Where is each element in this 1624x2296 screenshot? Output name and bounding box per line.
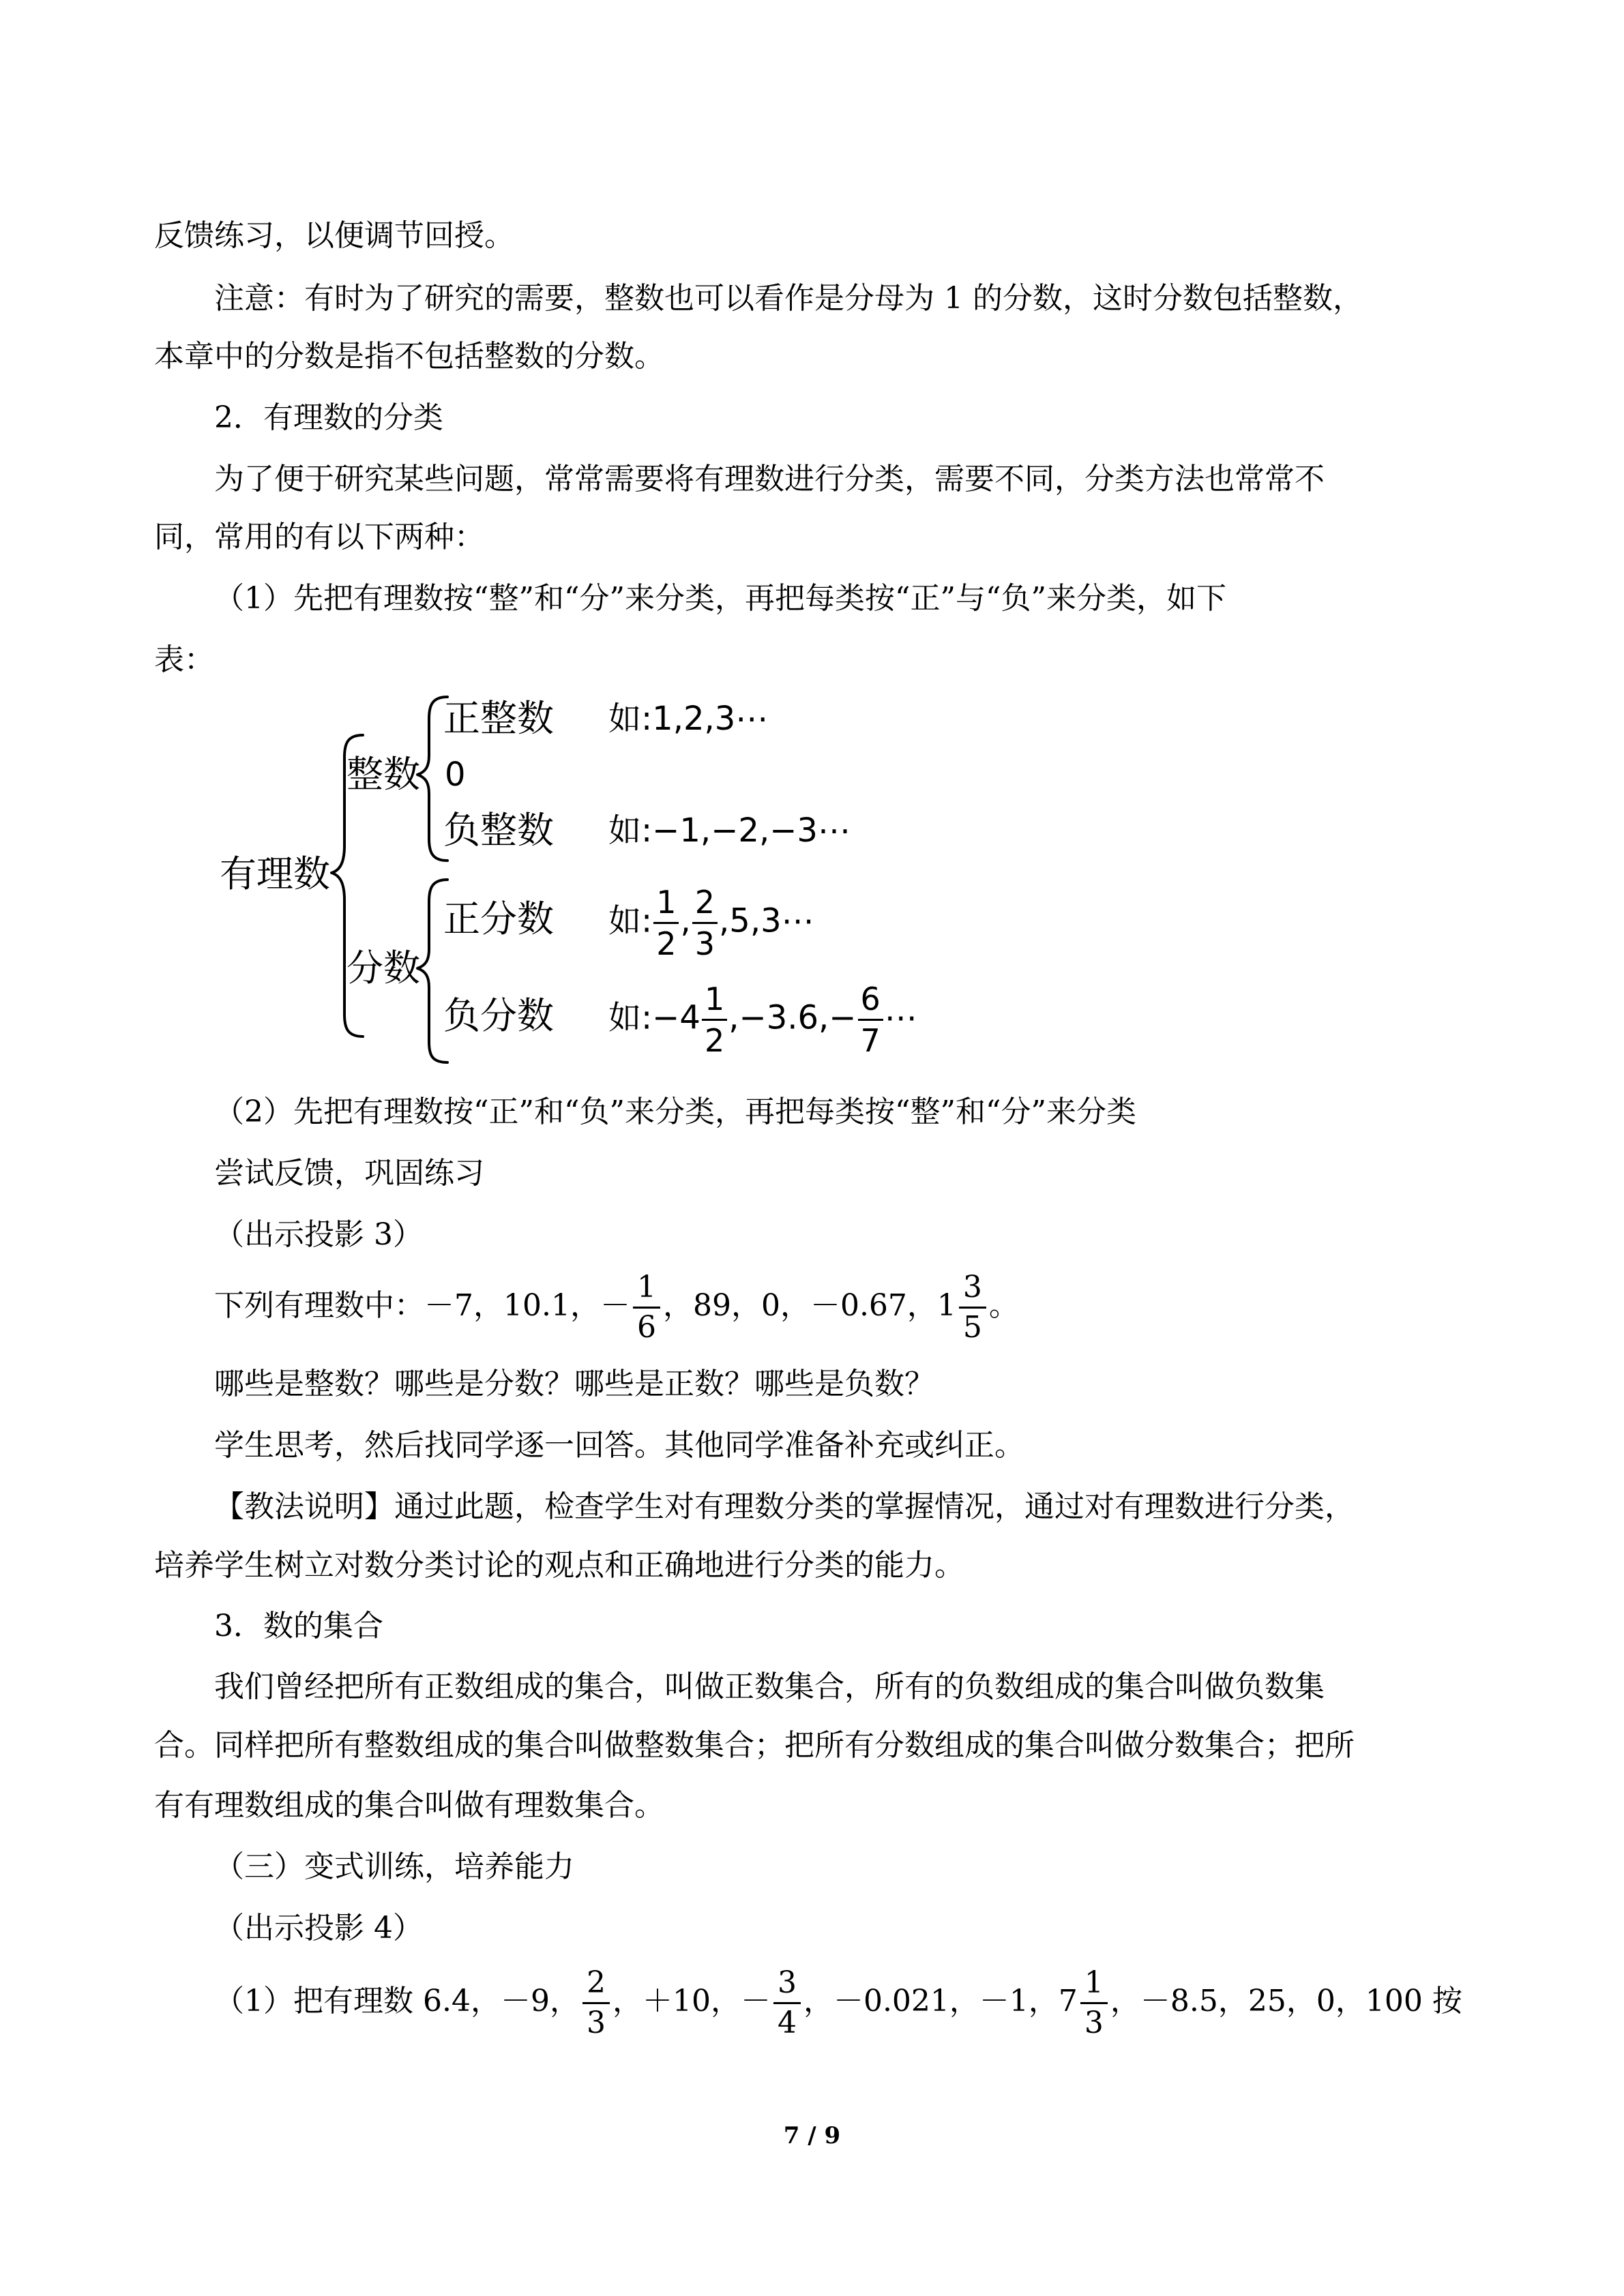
numerator: 2 [582, 1968, 610, 2004]
numerator: 1 [1080, 1968, 1108, 2004]
denominator: 4 [777, 2006, 797, 2040]
tree-integers-label: 整数 [346, 753, 420, 796]
exercise-part-a: （1）把有理数 6.4，－9， [214, 1984, 580, 2018]
numbers-middle: ，89，0，－0.67，1 [662, 1288, 956, 1323]
text-line-8: 表： [154, 642, 214, 677]
fraction-three-quarters [773, 1965, 801, 2040]
text-line-6: 同，常用的有以下两种： [154, 520, 484, 554]
text-line-22: （出示投影 4） [214, 1911, 423, 1945]
text-line-16: 培养学生树立对数分类讨论的观点和正确地进行分类的能力。 [154, 1548, 964, 1583]
numerator: 1 [633, 1272, 660, 1309]
denominator: 2 [656, 925, 677, 962]
denominator: 3 [586, 2006, 606, 2040]
numerator: 1 [653, 886, 679, 924]
tree-example-negative-fraction [608, 981, 917, 1059]
text-line-3: 本章中的分数是指不包括整数的分数。 [154, 339, 664, 374]
text-line-1: 反馈练习，以便调节回授。 [154, 218, 514, 253]
denominator: 6 [636, 1310, 656, 1345]
numerator: 3 [959, 1272, 986, 1309]
text-line-9: （2）先把有理数按“正”和“负”来分类，再把每类按“整”和“分”来分类 [214, 1094, 1136, 1129]
text-line-11: （出示投影 3） [214, 1217, 423, 1252]
section-heading-variant-training: （三）变式训练，培养能力 [214, 1849, 574, 1884]
text-line-20: 有有理数组成的集合叫做有理数集合。 [154, 1788, 664, 1823]
example-prefix: 如:−4 [608, 998, 700, 1037]
text-line-10: 尝试反馈，巩固练习 [214, 1156, 484, 1191]
fraction-six-sevenths [858, 981, 883, 1059]
numerator: 6 [858, 983, 883, 1021]
numerator: 2 [692, 886, 718, 924]
example-suffix: ,5,3⋯ [719, 901, 814, 940]
tree-example-positive-integer: 如:1,2,3⋯ [608, 700, 769, 738]
example-suffix: ⋯ [884, 998, 917, 1037]
numbers-end: 。 [988, 1288, 1019, 1323]
fraction-one-half [653, 884, 679, 962]
example-middle: ,−3.6,− [728, 998, 857, 1037]
separator: , [680, 901, 691, 940]
denominator: 2 [704, 1022, 725, 1059]
denominator: 7 [860, 1022, 881, 1059]
section-heading-number-sets: 3．数的集合 [214, 1609, 383, 1643]
fraction-two-thirds [692, 884, 718, 962]
section-heading-classification: 2．有理数的分类 [214, 400, 443, 435]
text-line-15: 【教法说明】通过此题，检查学生对有理数分类的掌握情况，通过对有理数进行分类， [214, 1489, 1355, 1524]
tree-zero: 0 [445, 756, 466, 794]
tree-positive-fraction: 正分数 [443, 897, 554, 940]
tree-root-label: 有理数 [220, 852, 330, 895]
text-line-18: 我们曾经把所有正数组成的集合，叫做正数集合，所有的负数组成的集合叫做负数集 [214, 1669, 1325, 1704]
tree-fractions-label: 分数 [346, 946, 420, 989]
text-line-5: 为了便于研究某些问题，常常需要将有理数进行分类，需要不同，分类方法也常常不 [214, 462, 1325, 496]
denominator: 3 [1084, 2006, 1104, 2040]
tree-example-negative-integer: 如:−1,−2,−3⋯ [608, 811, 851, 850]
fraction-one-third [1080, 1965, 1108, 2040]
exercise-part-b: ，＋10，－ [612, 1984, 771, 2018]
text-line-12-numbers [214, 1268, 1019, 1343]
fraction-two-thirds [582, 1965, 610, 2040]
exercise-part-c: ，－0.021，－1，7 [803, 1984, 1078, 2018]
numerator: 3 [773, 1968, 801, 2004]
fraction-one-half [702, 981, 727, 1059]
numbers-prefix: 下列有理数中：－7，10.1，－ [214, 1288, 630, 1323]
example-prefix: 如: [608, 901, 653, 940]
text-line-19: 合。同样把所有整数组成的集合叫做整数集合；把所有分数组成的集合叫做分数集合；把所 [154, 1728, 1355, 1763]
text-line-23-exercise [214, 1964, 1462, 2039]
text-line-13: 哪些是整数？哪些是分数？哪些是正数？哪些是负数？ [214, 1367, 934, 1401]
tree-negative-fraction: 负分数 [443, 994, 554, 1037]
fraction-three-fifths [959, 1272, 986, 1343]
fraction-one-sixth [633, 1272, 660, 1343]
text-line-2: 注意：有时为了研究的需要，整数也可以看作是分母为 1 的分数，这时分数包括整数， [214, 281, 1363, 316]
tree-negative-integer: 负整数 [443, 809, 554, 852]
numerator: 1 [702, 983, 727, 1021]
text-line-14: 学生思考，然后找同学逐一回答。其他同学准备补充或纠正。 [214, 1428, 1024, 1463]
page-number: 7 / 9 [783, 2122, 841, 2149]
exercise-part-d: ，－8.5，25，0，100 按 [1110, 1984, 1462, 2018]
denominator: 5 [962, 1310, 982, 1345]
tree-positive-integer: 正整数 [443, 697, 554, 740]
tree-example-positive-fraction [608, 884, 814, 962]
text-line-7: （1）先把有理数按“整”和“分”来分类，再把每类按“正”与“负”来分类，如下 [214, 581, 1226, 616]
denominator: 3 [694, 925, 715, 962]
